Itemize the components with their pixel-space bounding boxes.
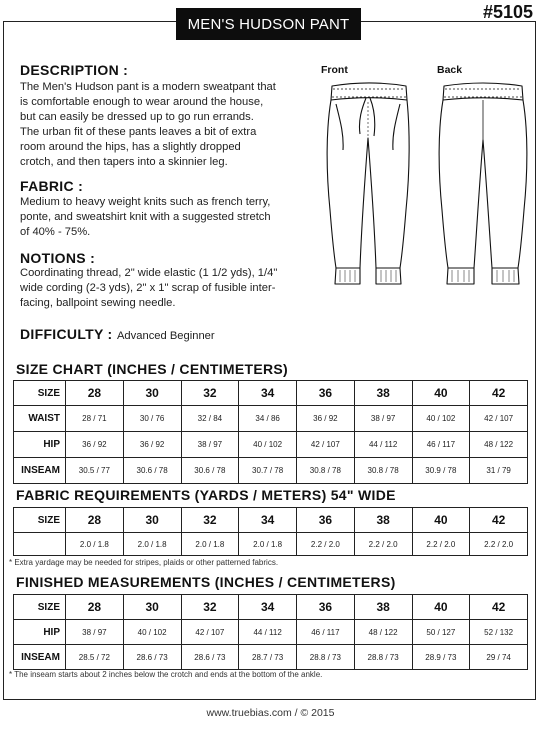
row-label: INSEAM (14, 645, 66, 670)
size-cell: 42 (470, 381, 528, 406)
fabric-requirements-table (13, 507, 528, 556)
size-label: SIZE (14, 508, 66, 533)
table-cell: 28.7 / 73 (239, 645, 297, 670)
table-cell: 48 / 122 (354, 620, 412, 645)
size-row (14, 381, 528, 406)
table-cell: 28.9 / 73 (412, 645, 470, 670)
table-cell: 38 / 97 (181, 432, 239, 458)
size-cell: 36 (297, 381, 355, 406)
description-text (20, 80, 276, 170)
fabric-requirements-title: FABRIC REQUIREMENTS (YARDS / METERS) 54" WIDE (16, 487, 396, 503)
table-cell: 31 / 79 (470, 458, 528, 484)
difficulty (20, 326, 215, 344)
table-cell: 48 / 122 (470, 432, 528, 458)
table-row (14, 620, 528, 645)
finished-measurements-title: FINISHED MEASUREMENTS (INCHES / CENTIMETERS) (16, 574, 396, 590)
size-cell: 28 (66, 381, 124, 406)
table-cell: 44 / 112 (239, 620, 297, 645)
table-cell: 52 / 132 (470, 620, 528, 645)
size-cell: 28 (66, 595, 124, 620)
size-chart-table (13, 380, 528, 484)
table-row (14, 645, 528, 670)
table-cell: 2.2 / 2.0 (470, 533, 528, 556)
size-cell: 42 (470, 595, 528, 620)
description-line: room around the hips, has a slightly dropped (20, 141, 241, 153)
table-cell: 28.6 / 73 (123, 645, 181, 670)
table-cell: 28 / 71 (66, 406, 124, 432)
notions-line: facing, ballpoint sewing needle. (20, 297, 176, 309)
table-cell: 50 / 127 (412, 620, 470, 645)
size-cell: 30 (123, 381, 181, 406)
finished-measurements-note: * The inseam starts about 2 inches below the crotch and ends at the bottom of the ankle. (9, 670, 323, 679)
table-row (14, 458, 528, 484)
table-cell: 38 / 97 (66, 620, 124, 645)
description-heading: DESCRIPTION : (20, 62, 129, 78)
fabric-text (20, 195, 271, 240)
table-cell: 32 / 84 (181, 406, 239, 432)
fabric-requirements-note: * Extra yardage may be needed for stripes, plaids or other patterned fabrics. (9, 558, 279, 567)
size-cell: 32 (181, 595, 239, 620)
table-cell: 40 / 102 (412, 406, 470, 432)
table-cell: 30 / 76 (123, 406, 181, 432)
size-row (14, 595, 528, 620)
table-cell: 36 / 92 (123, 432, 181, 458)
table-cell: 36 / 92 (297, 406, 355, 432)
front-pant-illustration (318, 80, 418, 286)
table-row (14, 432, 528, 458)
table-cell: 34 / 86 (239, 406, 297, 432)
size-cell: 40 (412, 508, 470, 533)
size-cell: 36 (297, 508, 355, 533)
size-cell: 34 (239, 508, 297, 533)
size-cell: 42 (470, 508, 528, 533)
table-cell: 30.6 / 78 (181, 458, 239, 484)
notions-heading: NOTIONS : (20, 250, 96, 266)
size-chart-title: SIZE CHART (INCHES / CENTIMETERS) (16, 361, 289, 377)
size-label: SIZE (14, 595, 66, 620)
table-cell: 38 / 97 (354, 406, 412, 432)
row-label: WAIST (14, 406, 66, 432)
notions-line: wide cording (2-3 yds), 2" x 1" scrap of fusible inter- (20, 282, 276, 294)
table-cell: 2.0 / 1.8 (123, 533, 181, 556)
size-cell: 30 (123, 595, 181, 620)
row-label: HIP (14, 432, 66, 458)
table-cell: 46 / 117 (412, 432, 470, 458)
table-cell: 30.8 / 78 (297, 458, 355, 484)
table-cell: 30.8 / 78 (354, 458, 412, 484)
row-label: HIP (14, 620, 66, 645)
fabric-line: ponte, and sweatshirt knit with a suggested stretch (20, 211, 271, 223)
size-row (14, 508, 528, 533)
table-cell: 2.0 / 1.8 (66, 533, 124, 556)
difficulty-value: Advanced Beginner (116, 330, 215, 342)
fabric-line: Medium to heavy weight knits such as french terry, (20, 196, 271, 208)
row-label (14, 533, 66, 556)
front-view-label: Front (321, 64, 348, 76)
size-cell: 38 (354, 595, 412, 620)
back-view-label: Back (437, 64, 463, 76)
finished-measurements-table (13, 594, 528, 670)
description-line: crotch, and then tapers into a skinnier leg. (20, 156, 228, 168)
table-cell: 30.6 / 78 (123, 458, 181, 484)
table-cell: 28.5 / 72 (66, 645, 124, 670)
size-cell: 40 (412, 595, 470, 620)
pattern-title: MEN'S HUDSON PANT (176, 8, 361, 40)
size-cell: 30 (123, 508, 181, 533)
size-cell: 40 (412, 381, 470, 406)
fabric-line: of 40% - 75%. (20, 226, 91, 238)
table-cell: 30.9 / 78 (412, 458, 470, 484)
table-cell: 28.8 / 73 (297, 645, 355, 670)
table-cell: 2.2 / 2.0 (297, 533, 355, 556)
table-cell: 40 / 102 (239, 432, 297, 458)
table-cell: 42 / 107 (181, 620, 239, 645)
table-cell: 29 / 74 (470, 645, 528, 670)
table-cell: 2.0 / 1.8 (239, 533, 297, 556)
table-cell: 46 / 117 (297, 620, 355, 645)
table-cell: 30.5 / 77 (66, 458, 124, 484)
size-label: SIZE (14, 381, 66, 406)
description-line: The Men's Hudson pant is a modern sweatpant that (20, 81, 276, 93)
table-cell: 42 / 107 (297, 432, 355, 458)
description-line: is comfortable enough to wear around the house, (20, 96, 264, 108)
table-row (14, 533, 528, 556)
size-cell: 28 (66, 508, 124, 533)
size-cell: 34 (239, 595, 297, 620)
table-cell: 2.2 / 2.0 (354, 533, 412, 556)
size-cell: 32 (181, 381, 239, 406)
description-line: The urban fit of these pants leaves a bit of extra (20, 126, 257, 138)
size-cell: 38 (354, 381, 412, 406)
pattern-number: #5105 (482, 2, 533, 22)
table-cell: 28.6 / 73 (181, 645, 239, 670)
notions-line: Coordinating thread, 2" wide elastic (1 1/2 yds), 1/4" (20, 267, 278, 279)
back-pant-illustration (434, 80, 534, 286)
row-label: INSEAM (14, 458, 66, 484)
table-cell: 40 / 102 (123, 620, 181, 645)
table-cell: 30.7 / 78 (239, 458, 297, 484)
table-cell: 44 / 112 (354, 432, 412, 458)
difficulty-heading: DIFFICULTY : (20, 326, 113, 342)
size-cell: 38 (354, 508, 412, 533)
notions-text (20, 266, 277, 311)
table-row (14, 406, 528, 432)
table-cell: 28.8 / 73 (354, 645, 412, 670)
description-line: but can easily be dressed up to go run errands. (20, 111, 254, 123)
table-cell: 36 / 92 (66, 432, 124, 458)
size-cell: 34 (239, 381, 297, 406)
fabric-heading: FABRIC : (20, 178, 84, 194)
size-cell: 36 (297, 595, 355, 620)
footer-text: www.truebias.com / © 2015 (206, 707, 335, 719)
table-cell: 2.0 / 1.8 (181, 533, 239, 556)
table-cell: 2.2 / 2.0 (412, 533, 470, 556)
size-cell: 32 (181, 508, 239, 533)
table-cell: 42 / 107 (470, 406, 528, 432)
